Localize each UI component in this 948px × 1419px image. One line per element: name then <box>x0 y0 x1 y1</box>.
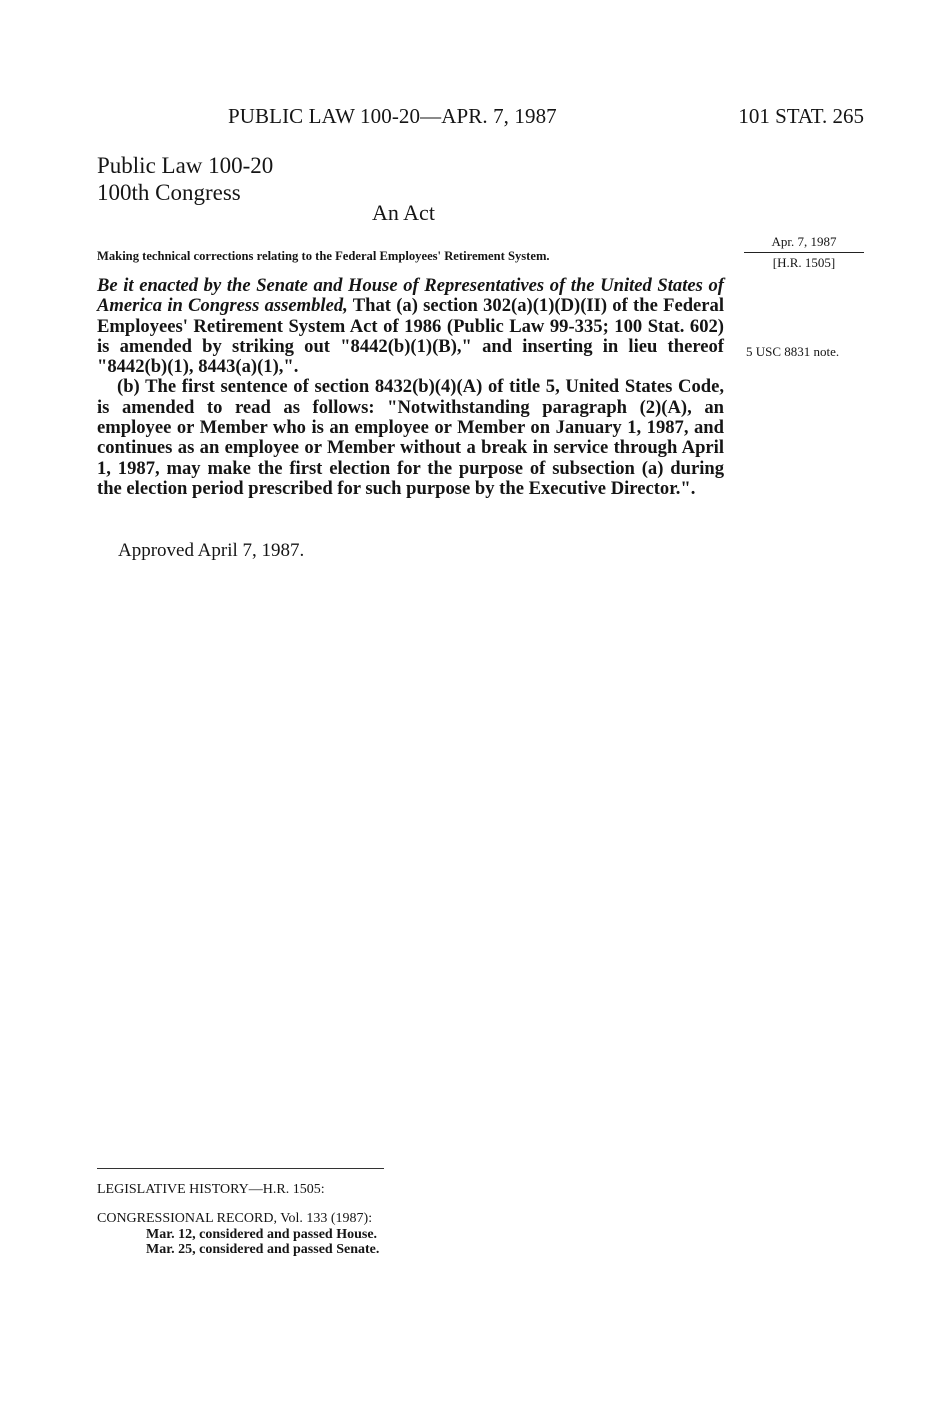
congress-number: 100th Congress <box>97 180 241 205</box>
law-identifier <box>97 152 273 206</box>
running-header: PUBLIC LAW 100-20—APR. 7, 1987 <box>228 104 557 128</box>
enactment-date: Apr. 7, 1987 <box>744 234 864 253</box>
congressional-record-line: CONGRESSIONAL RECORD, Vol. 133 (1987): <box>97 1211 373 1226</box>
section-a-text: That (a) section 302(a)(1)(D)(II) of the Federal Employees' Retirement System Act of 1986 (Public Law 99-335; 100 Stat. 602) is amended by striking out "8442(b)(1)(B)," and inserting in lieu thereof "8442(b)(1), 8443(a)(1),". <box>97 295 725 378</box>
history-entry: Mar. 25, considered and passed Senate. <box>146 1242 380 1257</box>
history-divider <box>97 1168 384 1169</box>
legislative-history-title: LEGISLATIVE HISTORY—H.R. 1505: <box>97 1182 325 1197</box>
section-b-paragraph: (b) The first sentence of section 8432(b)(4)(A) of title 5, United States Code, is amended to read as follows: "Notwithstanding paragraph (2)(A), an employee or Member who is an employee or Member on January 1, 1987, and continues as an employee or Member without a break in service through April 1, 1987, may make the first election for the purpose of subsection (a) during the election period prescribed for such purpose by the Executive Director.". <box>97 376 724 499</box>
section-a-paragraph <box>97 276 724 377</box>
stat-page-number: 101 STAT. 265 <box>738 104 864 128</box>
act-purpose: Making technical corrections relating to the Federal Employees' Retirement System. <box>97 249 550 263</box>
enacting-clause: Be it enacted by the Senate and House of Representatives of the United States of America in Congress assembled, <box>97 275 724 317</box>
margin-date-note <box>744 234 864 271</box>
approval-line: Approved April 7, 1987. <box>118 540 305 561</box>
usc-margin-note: 5 USC 8831 note. <box>746 344 840 359</box>
public-law-number: Public Law 100-20 <box>97 153 274 178</box>
bill-number: [H.R. 1505] <box>772 255 836 270</box>
act-body <box>97 276 724 499</box>
act-heading: An Act <box>372 200 435 225</box>
history-entry: Mar. 12, considered and passed House. <box>146 1227 378 1242</box>
history-entries <box>146 1227 379 1257</box>
